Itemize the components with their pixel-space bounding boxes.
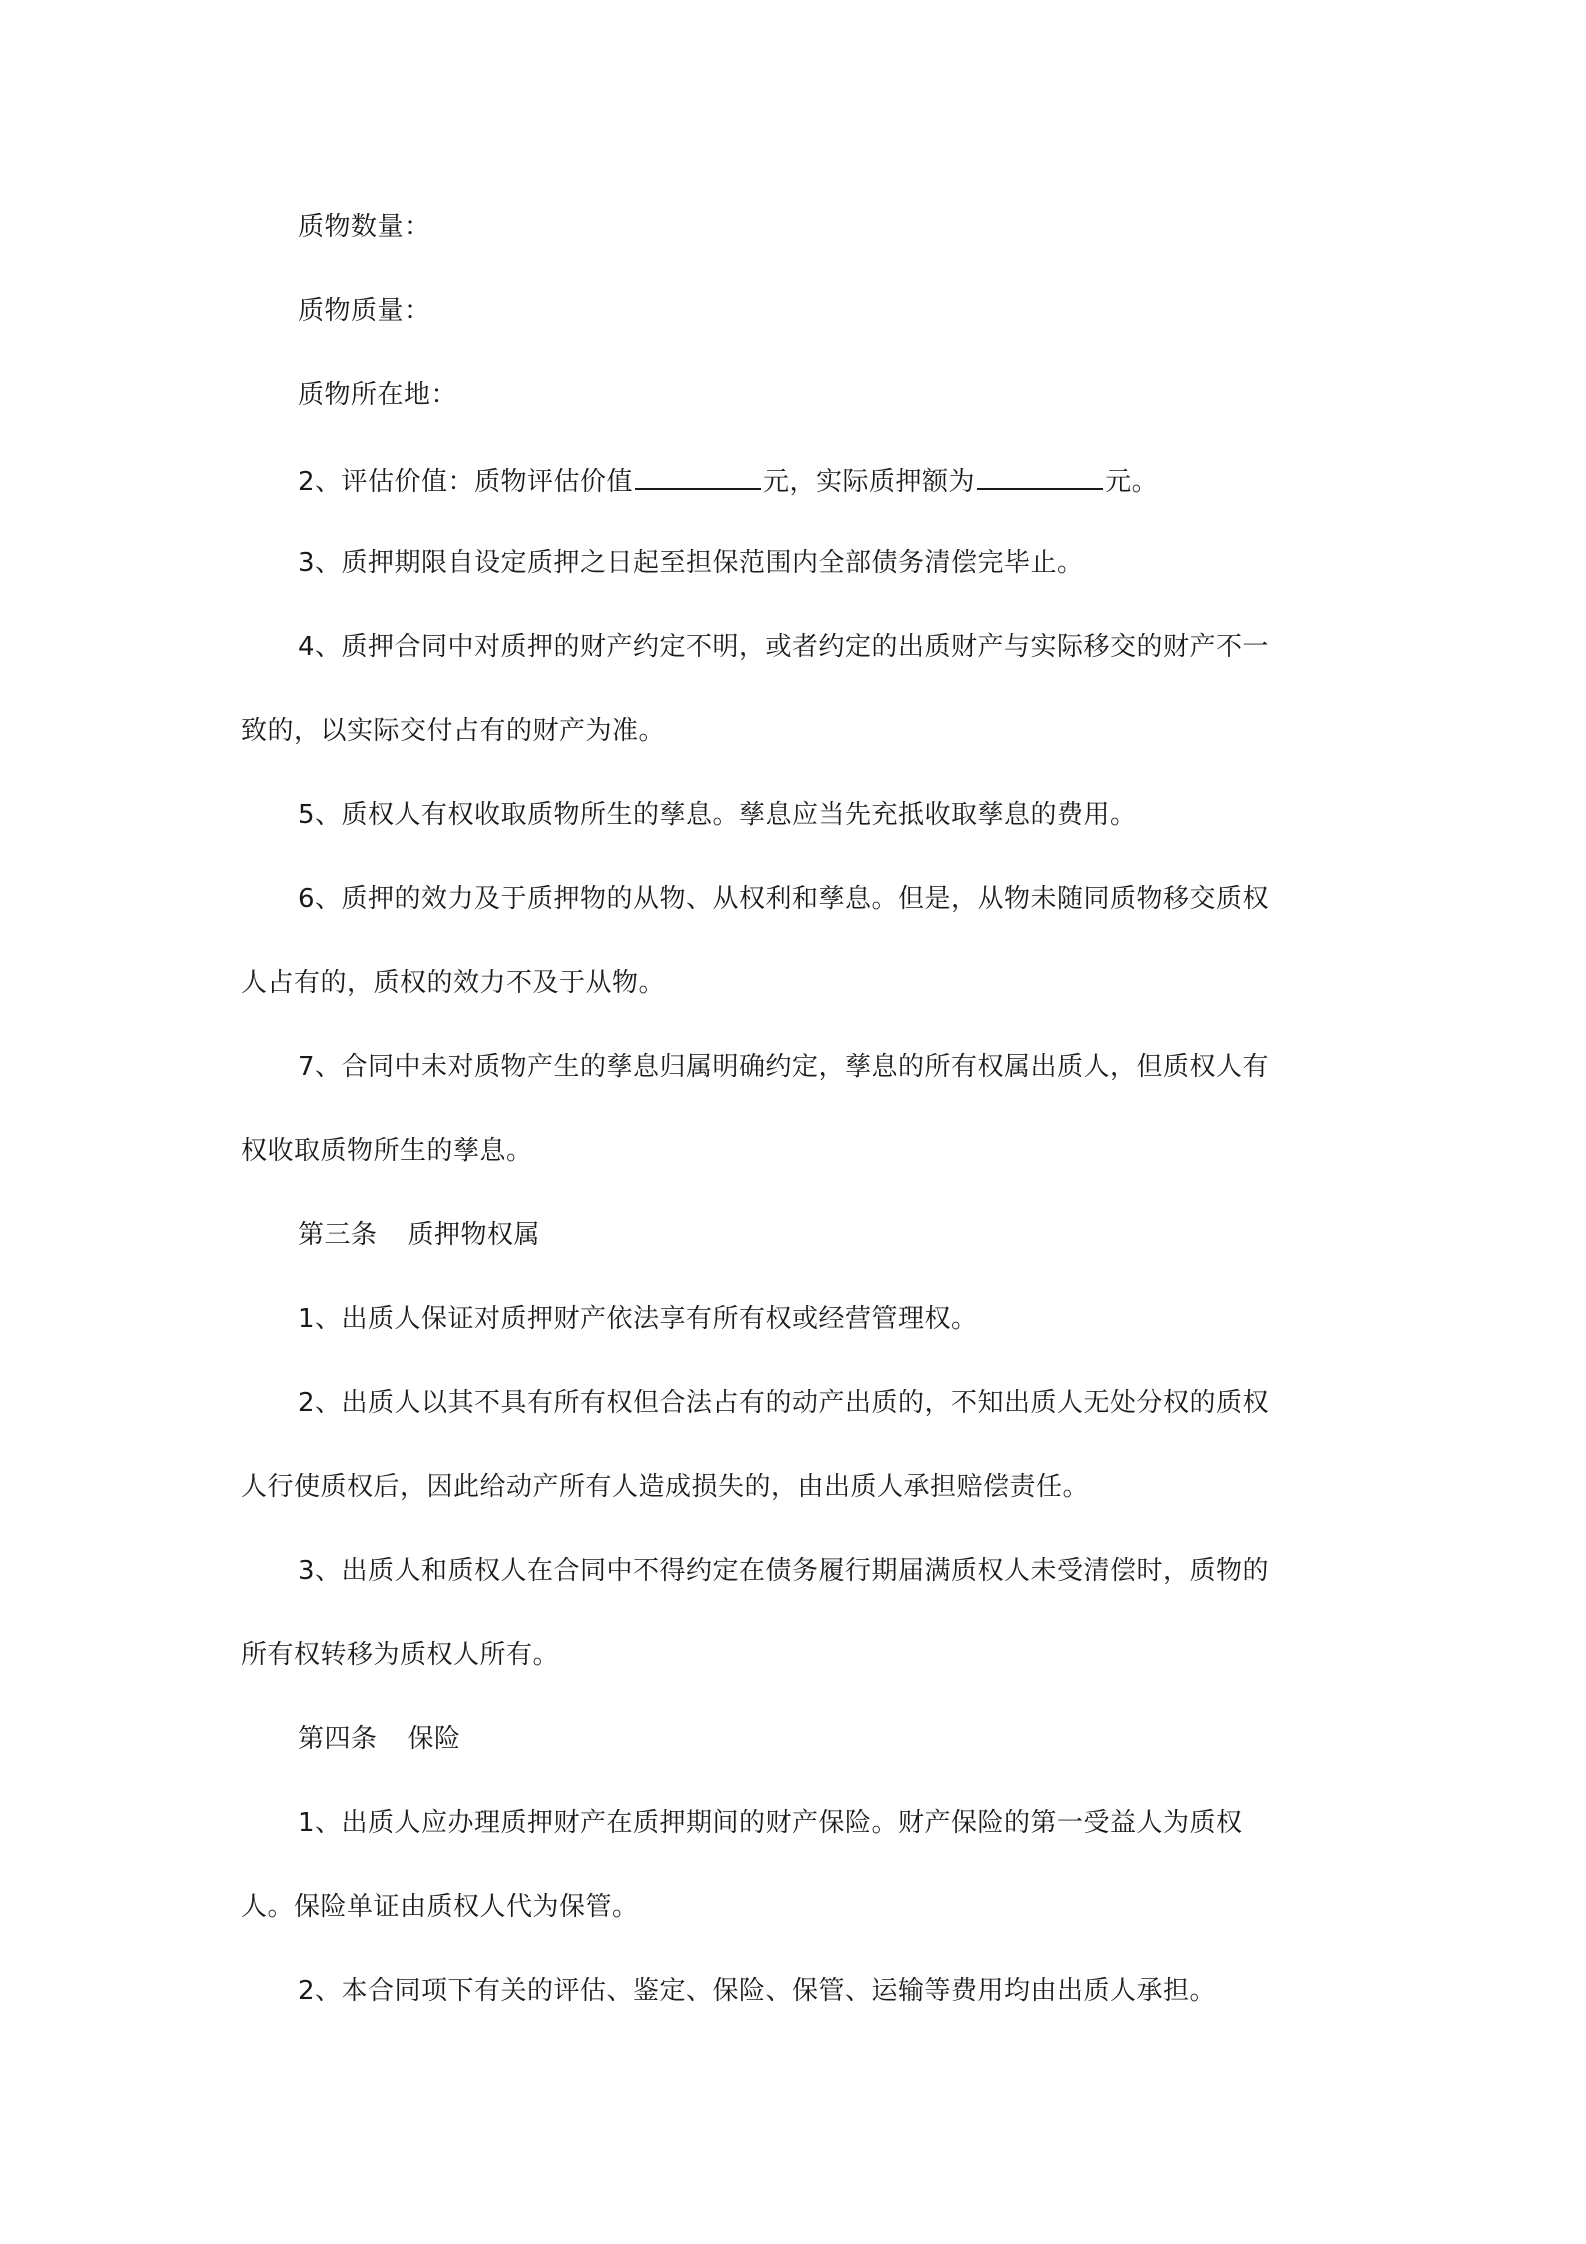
valuation-text-mid: 元，实际质押额为: [763, 467, 976, 497]
paragraph-3-3-line-1: [298, 1554, 1269, 1588]
paragraph-4-1-line-2: [241, 1890, 639, 1924]
text: 人占有的，质权的效力不及于从物。: [241, 968, 666, 998]
valuation-blank: [635, 462, 761, 490]
paragraph-5: [298, 798, 1137, 832]
text: 5、质权人有权收取质物所生的孳息。孳息应当先充抵收取孳息的费用。: [298, 800, 1137, 830]
pledge-amount-blank: [977, 462, 1103, 490]
text: 2、出质人以其不具有所有权但合法占有的动产出质的，不知出质人无处分权的质权: [298, 1388, 1270, 1418]
article-4-heading: [298, 1722, 461, 1756]
text: 4、质押合同中对质押的财产约定不明，或者约定的出质财产与实际移交的财产不一: [298, 632, 1270, 662]
valuation-text: 2、评估价值：质物评估价值: [298, 467, 634, 497]
article-title: 质押物权属: [407, 1220, 541, 1250]
text: 6、质押的效力及于质押物的从物、从权利和孳息。但是，从物未随同质物移交质权: [298, 884, 1270, 914]
paragraph-4-line-1: [298, 630, 1269, 664]
article-number: 第四条: [298, 1724, 378, 1754]
text: 权收取质物所生的孳息。: [241, 1136, 533, 1166]
paragraph-6-line-1: [298, 882, 1269, 916]
text: 致的，以实际交付占有的财产为准。: [241, 716, 666, 746]
text: 1、出质人保证对质押财产依法享有所有权或经营管理权。: [298, 1304, 978, 1334]
paragraph-7-line-2: [241, 1134, 533, 1168]
text: 质物数量：: [298, 212, 431, 242]
paragraph-4-line-2: [241, 714, 665, 748]
paragraph-4-1-line-1: [298, 1806, 1243, 1840]
paragraph-term: [298, 546, 1084, 580]
paragraph-valuation: [298, 462, 1158, 499]
article-3-heading: [298, 1218, 540, 1252]
paragraph-pledge-location: [298, 378, 457, 412]
paragraph-pledge-quantity: [298, 210, 431, 244]
paragraph-3-3-line-2: [241, 1638, 559, 1672]
text: 7、合同中未对质物产生的孳息归属明确约定，孳息的所有权属出质人，但质权人有: [298, 1052, 1270, 1082]
text: 人行使质权后，因此给动产所有人造成损失的，由出质人承担赔偿责任。: [241, 1472, 1090, 1502]
text: 2、本合同项下有关的评估、鉴定、保险、保管、运输等费用均由出质人承担。: [298, 1976, 1217, 2006]
text: 3、质押期限自设定质押之日起至担保范围内全部债务清偿完毕止。: [298, 548, 1084, 578]
text: 质物所在地：: [298, 380, 458, 410]
article-number: 第三条: [298, 1220, 378, 1250]
paragraph-6-line-2: [241, 966, 665, 1000]
paragraph-pledge-quality: [298, 294, 431, 328]
text: 质物质量：: [298, 296, 431, 326]
text: 人。保险单证由质权人代为保管。: [241, 1892, 639, 1922]
text: 所有权转移为质权人所有。: [241, 1640, 560, 1670]
article-title: 保险: [407, 1724, 461, 1754]
paragraph-3-1: [298, 1302, 978, 1336]
text: 3、出质人和质权人在合同中不得约定在债务履行期届满质权人未受清偿时，质物的: [298, 1556, 1270, 1586]
valuation-text-end: 元。: [1105, 467, 1159, 497]
paragraph-4-2: [298, 1974, 1216, 2008]
paragraph-7-line-1: [298, 1050, 1269, 1084]
paragraph-3-2-line-2: [241, 1470, 1089, 1504]
text: 1、出质人应办理质押财产在质押期间的财产保险。财产保险的第一受益人为质权: [298, 1808, 1243, 1838]
paragraph-3-2-line-1: [298, 1386, 1269, 1420]
